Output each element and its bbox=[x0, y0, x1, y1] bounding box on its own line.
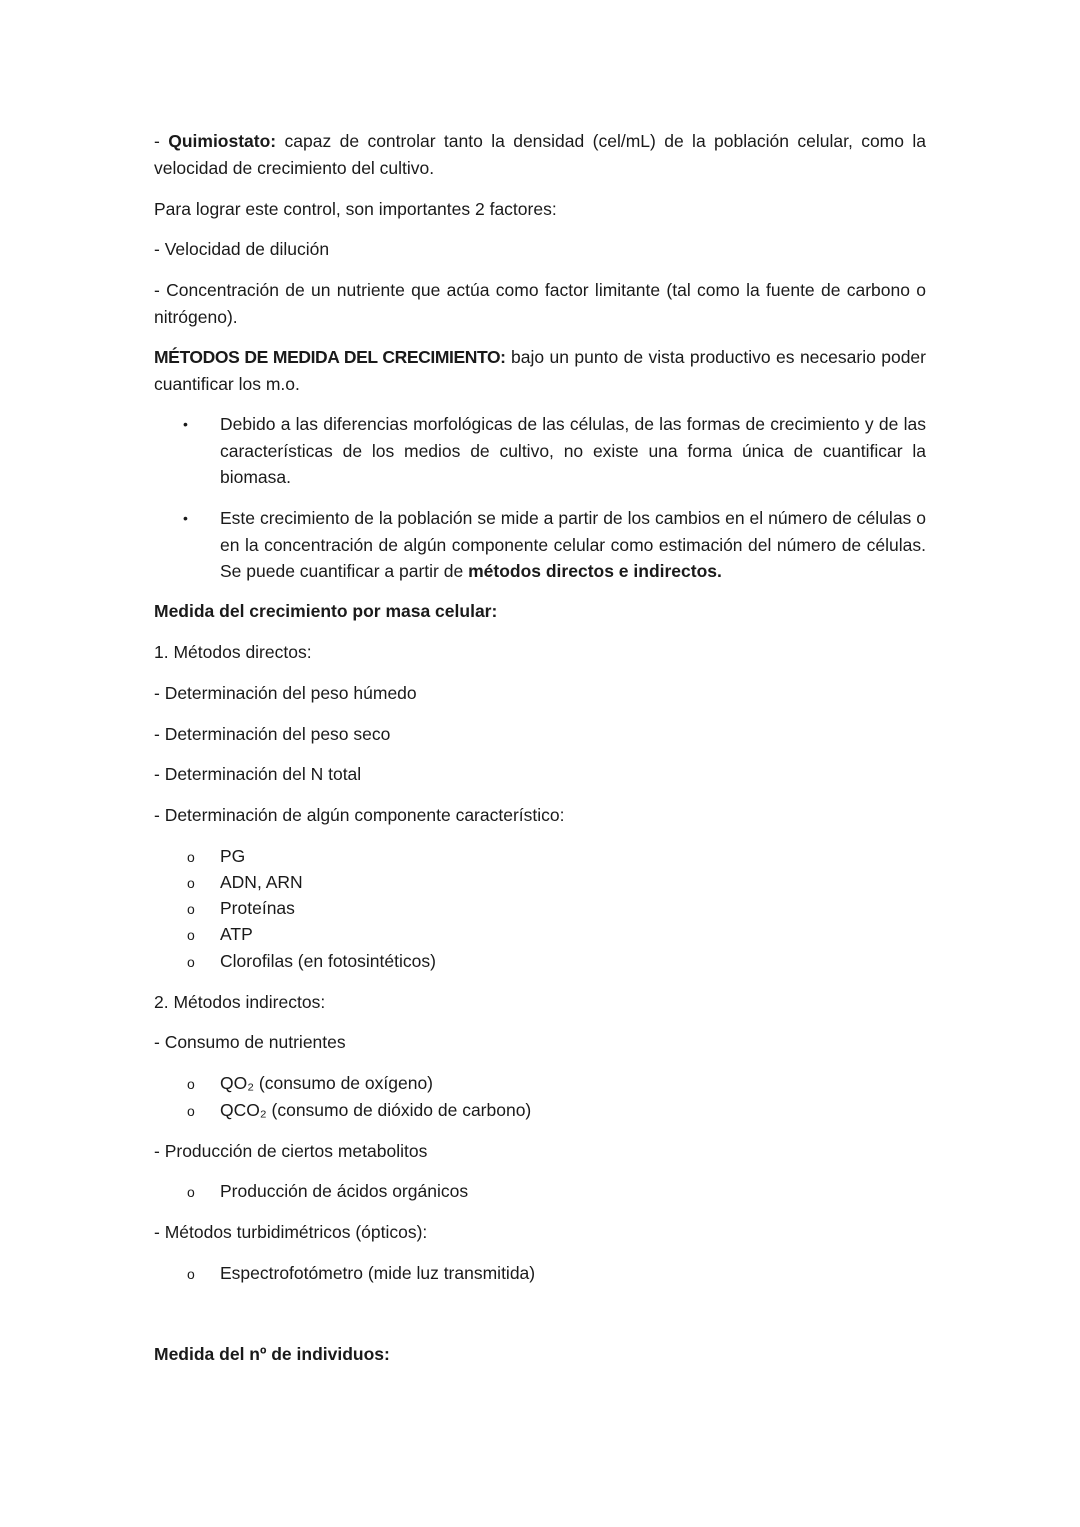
indirectos-title: 2. Métodos indirectos: bbox=[154, 992, 326, 1012]
directos-item: - Determinación del peso seco bbox=[154, 724, 391, 744]
directos-item: - Determinación del peso húmedo bbox=[154, 683, 417, 703]
circle-bullet: o bbox=[187, 875, 195, 891]
factor-velocidad: - Velocidad de dilución bbox=[154, 239, 330, 259]
produccion-item: - Producción de ciertos metabolitos bbox=[154, 1141, 428, 1161]
circle-bullet: o bbox=[187, 954, 195, 970]
turbidimetricos-item: - Métodos turbidimétricos (ópticos): bbox=[154, 1222, 428, 1242]
quimiostato-paragraph bbox=[154, 128, 926, 181]
control-intro: Para lograr este control, son importantes 2 factores: bbox=[154, 199, 557, 219]
bullet-text-body: Este crecimiento de la población se mide a partir de los cambios en el número de células o en la concentración de algún componente celular como estimación del número de células. Se puede cuantificar a partir de bbox=[220, 508, 926, 581]
consumo-subitem-text: QCO₂ (consumo de dióxido de carbono) bbox=[220, 1100, 532, 1120]
bullet-marker: • bbox=[183, 510, 188, 526]
circle-bullet: o bbox=[187, 1184, 195, 1200]
component-text: PG bbox=[220, 846, 246, 866]
circle-bullet: o bbox=[187, 901, 195, 917]
consumo-subitem-text: QO₂ (consumo de oxígeno) bbox=[220, 1073, 434, 1093]
metodos-heading: MÉTODOS DE MEDIDA DEL CRECIMIENTO: bbox=[154, 347, 506, 367]
turbidimetricos-subitem-text: Espectrofotómetro (mide luz transmitida) bbox=[220, 1263, 536, 1283]
factor-concentracion: - Concentración de un nutriente que actúa como factor limitante (tal como la fuente de carbono o nitrógeno). bbox=[154, 280, 926, 327]
component-text: Clorofilas (en fotosintéticos) bbox=[220, 951, 436, 971]
masa-heading bbox=[154, 598, 926, 625]
circle-bullet: o bbox=[187, 927, 195, 943]
component-text: Proteínas bbox=[220, 898, 295, 918]
directos-item: - Determinación del N total bbox=[154, 764, 362, 784]
metodos-text: bajo un punto de vista productivo es necesario poder cuantificar los m.o. bbox=[154, 347, 926, 394]
component-text: ATP bbox=[220, 924, 253, 944]
metodos-paragraph bbox=[154, 344, 926, 397]
dash: - bbox=[154, 131, 169, 151]
quimiostato-term: Quimiostato: bbox=[168, 131, 277, 151]
component-text: ADN, ARN bbox=[220, 872, 303, 892]
individuos-heading bbox=[154, 1341, 926, 1368]
masa-heading-text: Medida del crecimiento por masa celular: bbox=[154, 601, 498, 621]
directos-title: 1. Métodos directos: bbox=[154, 642, 312, 662]
consumo-item: - Consumo de nutrientes bbox=[154, 1032, 346, 1052]
circle-bullet: o bbox=[187, 1266, 195, 1282]
bullet-text: Debido a las diferencias morfológicas de las células, de las formas de crecimiento y de las características de los medios de cultivo, no existe una forma única de cuantificar la biomasa. bbox=[220, 414, 926, 487]
bullet-text bbox=[220, 505, 926, 585]
directos-item: - Determinación de algún componente característico: bbox=[154, 805, 565, 825]
bullet-text-bold: métodos directos e indirectos. bbox=[468, 561, 722, 581]
circle-bullet: o bbox=[187, 849, 195, 865]
bullet-marker: • bbox=[183, 416, 188, 432]
individuos-heading-text: Medida del nº de individuos: bbox=[154, 1344, 390, 1364]
circle-bullet: o bbox=[187, 1076, 195, 1092]
produccion-subitem-text: Producción de ácidos orgánicos bbox=[220, 1181, 469, 1201]
circle-bullet: o bbox=[187, 1103, 195, 1119]
quimiostato-text: capaz de controlar tanto la densidad (cel/mL) de la población celular, como la velocidad de crecimiento del cultivo. bbox=[154, 131, 926, 178]
